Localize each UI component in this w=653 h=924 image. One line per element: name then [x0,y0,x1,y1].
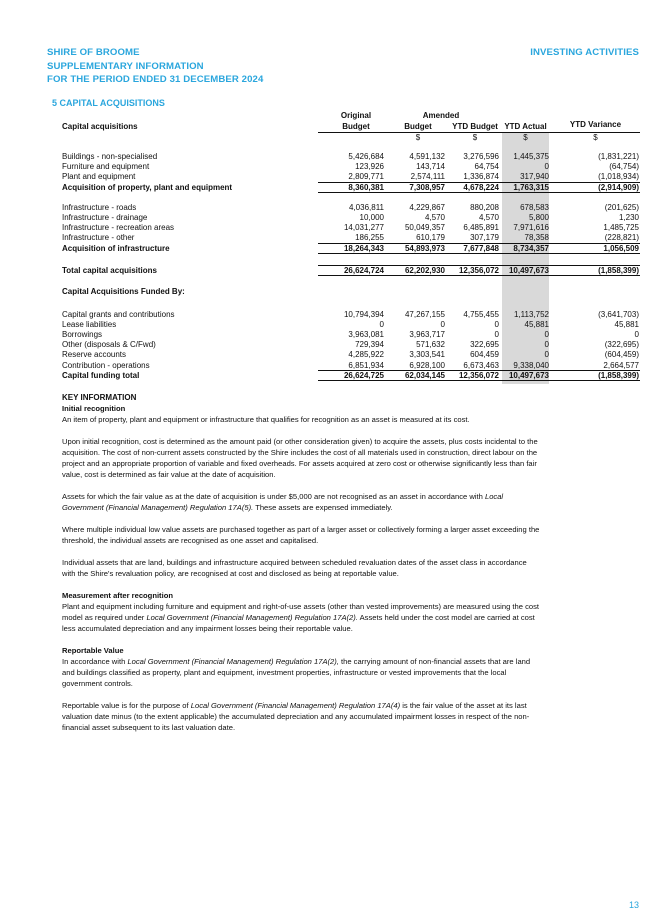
row-label: Capital grants and contributions [62,310,175,319]
regulation-ref: Local Government (Financial Management) Regulation 17A(2), [127,657,339,666]
report-period: FOR THE PERIOD ENDED 31 DECEMBER 2024 [47,74,264,85]
row-label: Total capital acquisitions [62,266,157,275]
table-cell: (1,831,221) [598,152,639,161]
table-cell: 678,583 [520,203,549,212]
initial-recognition-heading: Initial recognition [62,404,126,413]
row-label: Acquisition of property, plant and equipment [62,183,233,192]
table-cell: 8,360,381 [348,183,384,192]
table-cell: 1,763,315 [513,183,549,192]
total-rule [318,253,640,254]
table-cell: 8,734,357 [513,244,549,253]
table-cell: 3,276,596 [463,152,499,161]
table-cell: 10,497,673 [508,266,549,275]
table-cell: 14,031,277 [343,223,384,232]
table-cell: 7,677,848 [463,244,499,253]
unit-ytd-actual: $ [523,133,528,142]
table-cell: 45,881 [614,320,639,329]
table-cell: 123,926 [355,162,384,171]
row-label: Plant and equipment [62,172,136,181]
col-ytd-actual: YTD Actual [504,122,547,131]
col-original-budget: Budget [342,122,370,131]
row-label: Infrastructure - drainage [62,213,148,222]
table-cell: 10,000 [359,213,384,222]
row-label: Capital funding total [62,371,140,380]
table-cell: 2,574,111 [410,172,445,181]
table-cell: 78,358 [524,233,549,242]
table-cell: 1,485,725 [603,223,639,232]
table-cell: 604,459 [470,350,499,359]
table-cell: 1,445,375 [513,152,549,161]
table-cell: 4,036,811 [349,203,384,212]
total-rule [318,380,640,381]
table-cell: 47,267,155 [404,310,445,319]
table-cell: 10,794,394 [343,310,384,319]
row-label: Buildings - non-specialised [62,152,158,161]
table-cell: 307,179 [470,233,499,242]
row-label: Infrastructure - recreation areas [62,223,175,232]
reportable-value-heading: Reportable Value [62,646,124,655]
total-rule [318,275,640,276]
table-cell: 3,963,081 [348,330,384,339]
unit-ytd-budget: $ [472,133,478,142]
row-label: Contribution - operations [62,361,150,370]
key-info-heading: KEY INFORMATION [62,393,137,402]
table-cell: 317,940 [520,172,549,181]
table-cell: (1,858,399) [598,266,639,275]
report-title: SUPPLEMENTARY INFORMATION [47,61,204,72]
table-cell: 0 [494,330,499,339]
table-cell: 62,034,145 [404,371,445,380]
table-cell: 4,285,922 [348,350,384,359]
table-cell: 1,056,509 [603,244,639,253]
table-cell: (322,695) [604,340,639,349]
total-rule [318,192,640,193]
table-cell: 186,255 [355,233,384,242]
unit-amended-budget: $ [415,133,421,142]
table-cell: 0 [440,320,445,329]
table-cell: 54,893,973 [404,244,445,253]
section-category: INVESTING ACTIVITIES [530,47,639,58]
paragraph-revaluation: Individual assets that are land, buildings and infrastructure acquired between scheduled revaluation dates of the asset class in accordance with the Shire's revaluation policy, are recognised at cost and disclosed as being at reportable value. [62,558,527,578]
paragraph-measurement: Plant and equipment including furniture and equipment and right-of-use assets (other than vested improvements) are measured using the cost model as required under Local Government (Financial Management) Regulation 17A(2). Assets held under the cost model are carried at cost less accumulated depreciation and any impairment losses being their reportable value. [62,602,539,633]
table-cell: 26,624,725 [343,371,384,380]
table-cell: 729,394 [355,340,384,349]
table-cell: 4,570 [478,213,499,222]
table-cell: 0 [544,162,549,171]
table-cell: 4,591,132 [409,152,445,161]
row-label: Lease liabilities [62,320,117,329]
table-cell: 6,851,934 [348,361,384,370]
table-cell: 0 [494,320,499,329]
table-cell: 2,664,577 [603,361,639,370]
table-cell: 5,426,684 [348,152,384,161]
row-label: Capital Acquisitions Funded By: [62,287,185,296]
table-cell: 0 [544,330,549,339]
table-cell: 18,264,343 [343,244,384,253]
table-cell: 26,624,724 [343,266,384,275]
table-cell: 64,754 [474,162,499,171]
measurement-heading: Measurement after recognition [62,591,173,600]
table-cell: (2,914,909) [598,183,639,192]
table-cell: 10,497,673 [508,371,549,380]
col-amended-budget: Budget [404,122,432,131]
paragraph-grouped-assets: Where multiple individual low value assets are purchased together as part of a larger asset or collectively forming a larger asset exceeding the threshold, the individual assets are recognised as one asset and capitalised. [62,525,540,545]
header-original: Original [340,111,372,120]
table-cell: 322,695 [470,340,499,349]
section-title: 5 CAPITAL ACQUISITIONS [52,98,165,108]
col-ytd-budget: YTD Budget [452,122,498,131]
table-cell: 50,049,357 [404,223,445,232]
table-cell: 4,229,867 [409,203,445,212]
table-cell: 12,356,072 [458,371,499,380]
table-cell: 0 [634,330,639,339]
regulation-ref: Local Government (Financial Management) Regulation 17A(5). [62,492,504,512]
table-cell: 5,800 [528,213,549,222]
row-label: Reserve accounts [62,350,127,359]
table-cell: (604,459) [604,350,639,359]
paragraph-initial-cost: Upon initial recognition, cost is determined as the amount paid (or other consideration given) to acquire the assets, plus costs incidental to the acquisition. The cost of non-current assets constructed by the Shire includes the cost of all materials used in construction, direct labour on the project and an appropriate proportion of variable and fixed overheads. For assets acquired at zero cost or otherwise significantly less than fair value, cost is determined as fair value at the date of acquisition. [62,437,538,479]
table-cell: (201,625) [604,203,639,212]
table-cell: (1,858,399) [598,371,639,380]
table-cell: 45,881 [524,320,549,329]
key-information [62,392,542,733]
row-label: Acquisition of infrastructure [62,244,170,253]
table-cell: 3,963,717 [409,330,445,339]
table-cell: 610,179 [416,233,445,242]
subtotal-rule [318,182,640,183]
unit-ytd-variance: $ [593,133,598,142]
col-ytd-variance: YTD Variance [569,120,622,129]
table-cell: 6,673,463 [463,361,499,370]
table-cell: 2,809,771 [348,172,384,181]
table-cell: 0 [544,340,549,349]
subtotal-rule [318,243,640,244]
table-cell: 62,202,930 [404,266,445,275]
table-cell: 12,356,072 [458,266,499,275]
table-cell: 880,208 [470,203,499,212]
row-label: Furniture and equipment [62,162,150,171]
table-cell: (3,641,703) [598,310,639,319]
paragraph-cost: An item of property, plant and equipment or infrastructure that qualifies for recognition as an asset is measured at its cost. [62,415,470,424]
subtotal-rule [318,370,640,371]
table-cell: 4,755,455 [463,310,499,319]
regulation-ref: Local Government (Financial Management) Regulation 17A(2). [146,613,358,622]
page-number: 13 [628,900,639,910]
table-cell: 0 [379,320,384,329]
table-cell: 6,485,891 [463,223,499,232]
org-name: SHIRE OF BROOME [47,47,140,58]
table-cell: 7,308,957 [409,183,445,192]
table-cell: 1,230 [618,213,639,222]
table-cell: (228,821) [604,233,639,242]
header-capital-acquisitions: Capital acquisitions [62,122,138,131]
table-cell: 9,338,040 [513,361,549,370]
table-cell: (1,018,934) [598,172,639,181]
table-cell: 1,113,752 [514,310,549,319]
row-label: Borrowings [62,330,103,339]
table-cell: 1,336,874 [463,172,499,181]
paragraph-reportable-value: In accordance with Local Government (Financial Management) Regulation 17A(2), the carrying amount of non-financial assets that are land and buildings classified as property, plant and equipment, investment properties, infrastructure or vested improvements that the local government controls. [62,657,531,688]
row-label: Infrastructure - roads [62,203,137,212]
header-amended: Amended [422,111,460,120]
table-cell: 7,971,616 [513,223,549,232]
subtotal-rule [318,265,640,266]
table-cell: 0 [544,350,549,359]
regulation-ref: Local Government (Financial Management) Regulation 17A(4) [190,701,401,710]
table-cell: 3,303,541 [409,350,445,359]
table-cell: 143,714 [416,162,445,171]
table-cell: 4,570 [424,213,445,222]
paragraph-threshold: Assets for which the fair value as at the date of acquisition is under $5,000 are not recognised as an asset in accordance with Local Government (Financial Management) Regulation 17A(5). These assets are expensed immediately. [62,492,504,512]
table-cell: 4,678,224 [463,183,499,192]
table-cell: (64,754) [609,162,639,171]
row-label: Other (disposals & C/Fwd) [62,340,156,349]
paragraph-reportable-purpose: Reportable value is for the purpose of Local Government (Financial Management) Regulation 17A(4) is the fair value of the asset at its last valuation date minus (to the extent applicable) the accumulated depreciation and any accumulated impairment losses in respect of the non-financial asset subsequent to its last valuation date. [62,701,530,732]
table-cell: 6,928,100 [409,361,445,370]
row-label: Infrastructure - other [62,233,135,242]
table-cell: 571,632 [416,340,445,349]
